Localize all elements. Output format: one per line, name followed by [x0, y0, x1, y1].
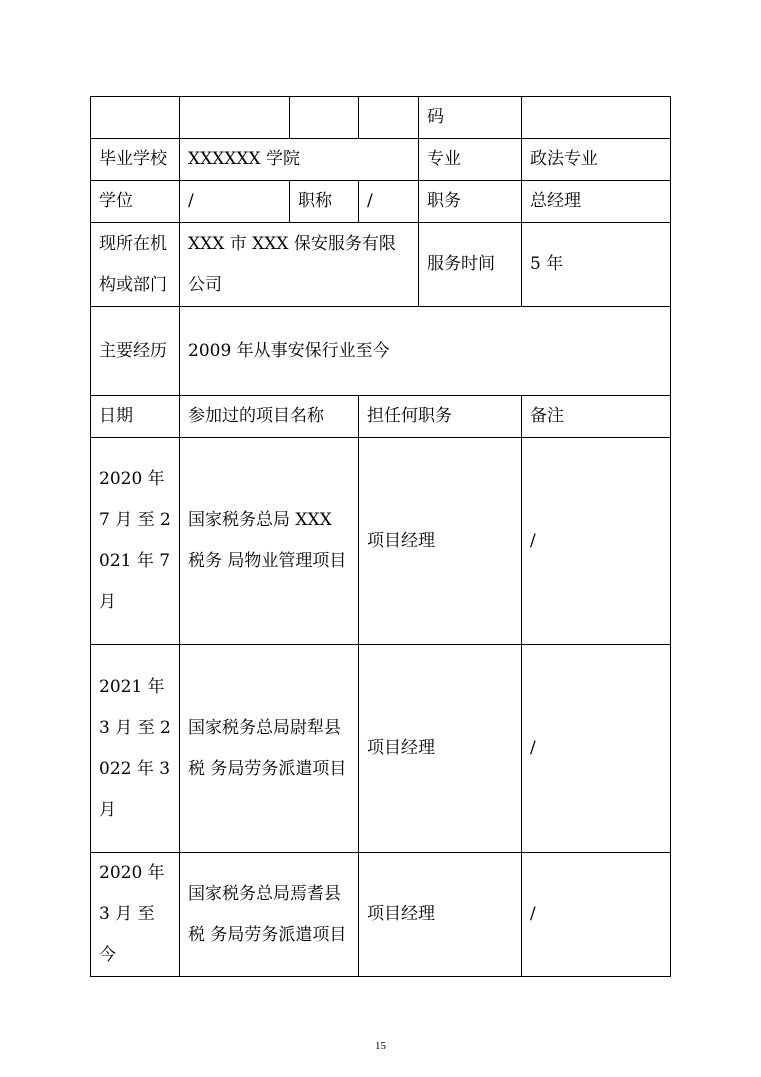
table-row	[91, 223, 671, 307]
major-label: 专业	[419, 139, 522, 181]
table-row	[91, 139, 671, 181]
table-row	[91, 181, 671, 223]
project-row	[91, 438, 671, 645]
field-value	[522, 97, 671, 139]
project-note: /	[522, 438, 671, 645]
header-date: 日期	[91, 396, 180, 438]
org-value: XXX 市 XXX 保安服务有限公司	[180, 223, 419, 307]
empty-cell	[91, 97, 180, 139]
project-name: 国家税务总局尉犁县税 务局劳务派遣项目	[180, 645, 359, 853]
header-note: 备注	[522, 396, 671, 438]
project-row	[91, 645, 671, 853]
service-time-value: 5 年	[522, 223, 671, 307]
project-role: 项目经理	[359, 853, 522, 977]
experience-label: 主要经历	[91, 307, 180, 396]
degree-value: /	[180, 181, 290, 223]
project-note: /	[522, 853, 671, 977]
field-label: 码	[419, 97, 522, 139]
title-value: /	[359, 181, 419, 223]
major-value: 政法专业	[522, 139, 671, 181]
project-date: 2020 年 7 月 至 2021 年 7 月	[91, 438, 180, 645]
resume-table	[90, 96, 671, 977]
project-name: 国家税务总局焉耆县税 务局劳务派遣项目	[180, 853, 359, 977]
org-label: 现所在机构或部门	[91, 223, 180, 307]
position-value: 总经理	[522, 181, 671, 223]
degree-label: 学位	[91, 181, 180, 223]
empty-cell	[180, 97, 290, 139]
title-label: 职称	[290, 181, 359, 223]
service-time-label: 服务时间	[419, 223, 522, 307]
project-date: 2021 年 3 月 至 2022 年 3 月	[91, 645, 180, 853]
projects-header-row	[91, 396, 671, 438]
project-date: 2020 年 3 月 至今	[91, 853, 180, 977]
school-label: 毕业学校	[91, 139, 180, 181]
project-role: 项目经理	[359, 645, 522, 853]
project-name: 国家税务总局 XXX 税务 局物业管理项目	[180, 438, 359, 645]
empty-cell	[290, 97, 359, 139]
empty-cell	[359, 97, 419, 139]
position-label: 职务	[419, 181, 522, 223]
project-note: /	[522, 645, 671, 853]
table-row	[91, 307, 671, 396]
header-project-name: 参加过的项目名称	[180, 396, 359, 438]
experience-value: 2009 年从事安保行业至今	[180, 307, 671, 396]
header-role: 担任何职务	[359, 396, 522, 438]
project-role: 项目经理	[359, 438, 522, 645]
project-row	[91, 853, 671, 977]
school-value: XXXXXX 学院	[180, 139, 419, 181]
table-row	[91, 97, 671, 139]
page-number: 15	[375, 1040, 386, 1052]
